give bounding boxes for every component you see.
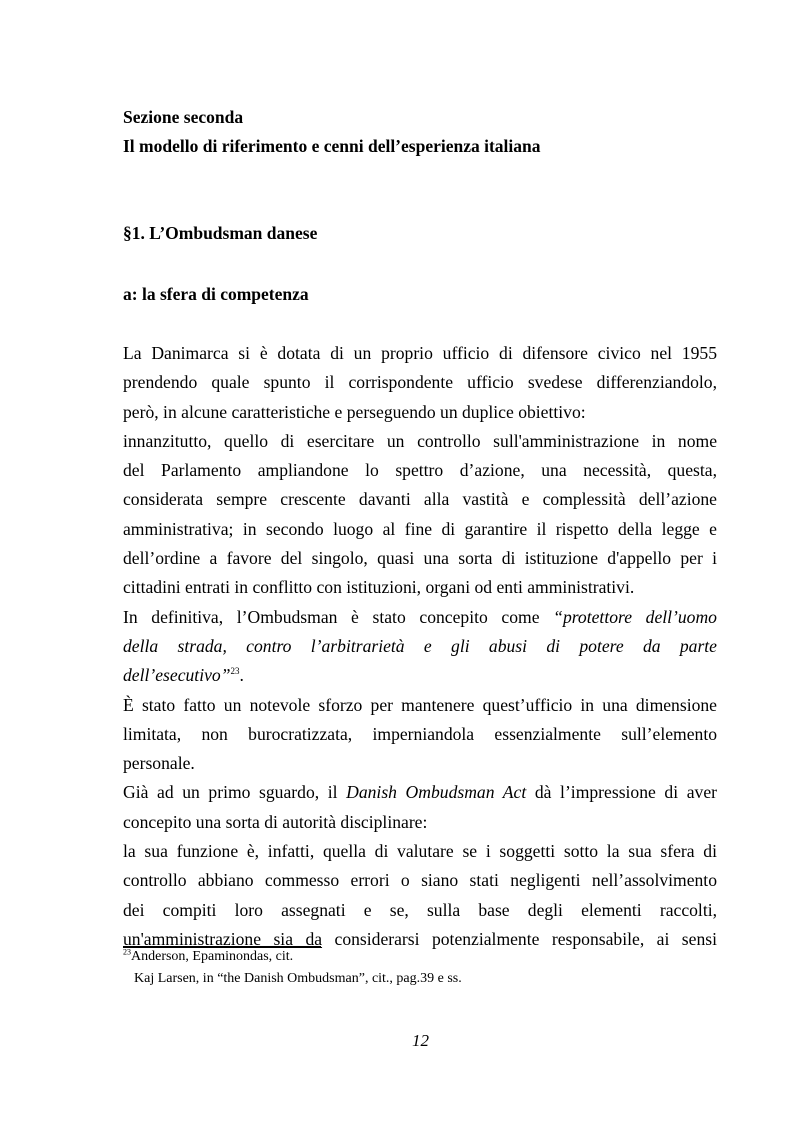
italic-text: dell’esecutivo” bbox=[123, 665, 231, 686]
underlined-text: un'amministrazione sia da bbox=[123, 928, 323, 949]
text-run: In definitiva, l’Ombudsman è stato concepito come bbox=[123, 606, 554, 627]
footnote-text: Anderson, Epaminondas, cit. bbox=[131, 949, 294, 964]
footnote-2 bbox=[134, 970, 462, 988]
text-line: amministrativa; in secondo luogo al fine di garantire il rispetto della legge e bbox=[123, 518, 717, 539]
italic-text: “protettore dell’uomo bbox=[553, 606, 717, 627]
footnote-1 bbox=[123, 948, 293, 966]
text-line bbox=[123, 603, 717, 632]
text-line: limitata, non burocratizzata, imperniandola essenzialmente sull’elemento bbox=[123, 723, 717, 744]
footnote-separator bbox=[123, 946, 321, 947]
text-line: dell’ordine a favore del singolo, quasi una sorta di istituzione d'appello per i bbox=[123, 548, 717, 569]
text-line: cittadini entrati in conflitto con istituzioni, organi od enti amministrativi. bbox=[123, 577, 635, 598]
section-title: Il modello di riferimento e cenni dell’esperienza italiana bbox=[123, 136, 541, 156]
text-line bbox=[123, 778, 717, 807]
text-line: controllo abbiano commesso errori o siano stati negligenti nell’assolvimento bbox=[123, 870, 717, 891]
text-line: però, in alcune caratteristiche e perseguendo un duplice obiettivo: bbox=[123, 401, 586, 422]
text-line: prendendo quale spunto il corrispondente ufficio svedese differenziandolo, bbox=[123, 372, 717, 393]
italic-text: della strada, contro l’arbitrarietà e gli abusi di potere da parte bbox=[123, 635, 717, 656]
footnote-reference: 23 bbox=[230, 666, 240, 677]
subsection-heading: a: la sfera di competenza bbox=[123, 284, 309, 304]
italic-text: Danish Ombudsman Act bbox=[346, 782, 527, 803]
text-line: La Danimarca si è dotata di un proprio ufficio di difensore civico nel 1955 bbox=[123, 343, 717, 363]
text-line: È stato fatto un notevole sforzo per mantenere quest’ufficio in una dimensione bbox=[123, 694, 717, 715]
text-line: la sua funzione è, infatti, quella di valutare se i soggetti sotto la sua sfera di bbox=[123, 841, 717, 862]
text-run: dà l’impressione di aver bbox=[526, 782, 717, 803]
paragraph-heading: §1. L’Ombudsman danese bbox=[123, 223, 318, 243]
text-line bbox=[123, 661, 717, 690]
text-line: concepito una sorta di autorità disciplinare: bbox=[123, 811, 428, 832]
section-label: Sezione seconda bbox=[123, 107, 244, 127]
text-run: considerarsi potenzialmente responsabile, ai sensi bbox=[322, 928, 717, 949]
text-run: Già ad un primo sguardo, il bbox=[123, 782, 347, 803]
text-line: considerata sempre crescente davanti alla vastità e complessità dell’azione bbox=[123, 489, 717, 510]
footnote-text: Kaj Larsen, in “the Danish Ombudsman”, cit., pag.39 e ss. bbox=[134, 971, 462, 986]
page-number: 12 bbox=[412, 1031, 429, 1050]
text-line bbox=[123, 632, 717, 661]
text-line: personale. bbox=[123, 753, 195, 774]
text-line: del Parlamento ampliandone lo spettro d’azione, una necessità, questa, bbox=[123, 460, 717, 481]
text-line: dei compiti loro assegnati e se, sulla base degli elementi raccolti, bbox=[123, 899, 717, 920]
text-run: . bbox=[239, 665, 244, 686]
text-line: innanzitutto, quello di esercitare un controllo sull'amministrazione in nome bbox=[123, 430, 717, 451]
footnote-marker: 23 bbox=[123, 947, 131, 957]
